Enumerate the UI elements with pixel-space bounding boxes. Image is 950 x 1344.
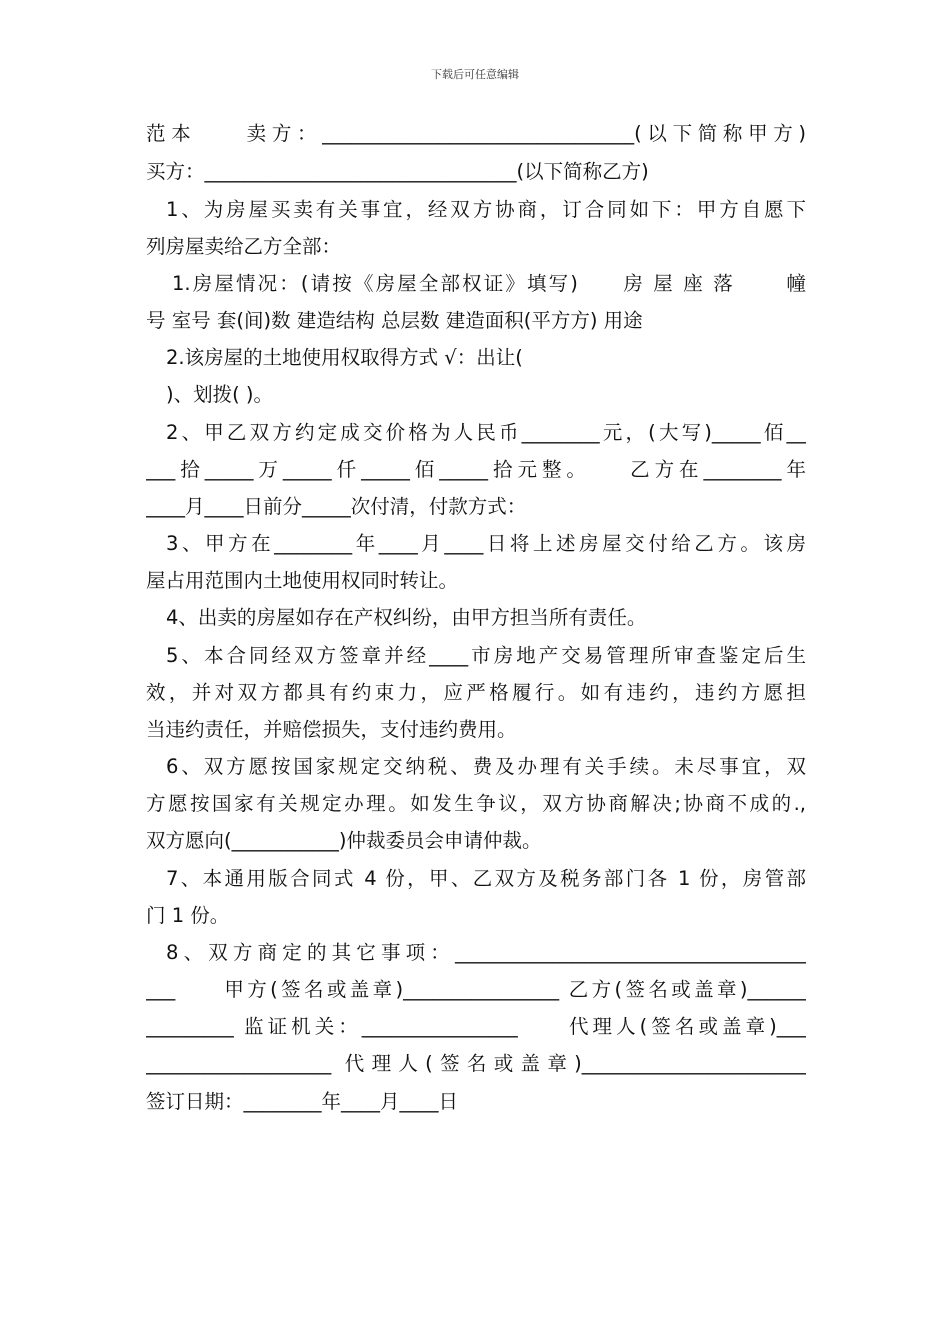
clause-7-line-2: 门 1 份。 bbox=[146, 904, 230, 927]
clause-8-line: 8、双方商定的其它事项：____________________________________ bbox=[166, 941, 806, 964]
seller-line: 范本 卖方：________________________________(以下简称甲方) bbox=[146, 122, 806, 145]
house-info-line-1: 1.房屋情况：(请按《房屋全部权证》填写) 房 屋 座 落 幢 bbox=[172, 272, 806, 295]
clause-2-line-2: ___拾_____万_____仟_____佰_____拾元整。 乙方在________年 bbox=[146, 458, 806, 481]
clause-4-line: 4、出卖的房屋如存在产权纠纷，由甲方担当所有责任。 bbox=[166, 606, 647, 629]
clause-3-line-2: 屋占用范围内土地使用权同时转让。 bbox=[146, 569, 459, 592]
house-info-line-2: 号 室号 套(间)数 建造结构 总层数 建造面积(平方方) 用途 bbox=[146, 309, 643, 332]
signature-line-2: _________ 监证机关：________________ 代理人(签名或盖章)___ bbox=[146, 1015, 806, 1038]
signature-line-3: ___________________ 代理人(签名或盖章)_______________________ bbox=[146, 1052, 806, 1075]
clause-5-line-1: 5、本合同经双方签章并经____市房地产交易管理所审查鉴定后生 bbox=[166, 644, 806, 667]
clause-2-line-1: 2、甲乙双方约定成交价格为人民币________元，(大写)_____佰__ bbox=[166, 421, 806, 444]
clause-2-line-3: ____月____日前分_____次付清，付款方式： bbox=[146, 495, 527, 518]
clause-1-line-2: 列房屋卖给乙方全部： bbox=[146, 235, 342, 258]
clause-6-line-2: 方愿按国家有关规定办理。如发生争议，双方协商解决;协商不成的., bbox=[146, 792, 806, 815]
clause-7-line-1: 7、本通用版合同式 4 份，甲、乙双方及税务部门各 1 份，房管部 bbox=[166, 867, 806, 890]
buyer-line: 买方：________________________________(以下简称乙方) bbox=[146, 160, 649, 183]
land-use-line-2: )、划拨( )。 bbox=[166, 383, 274, 406]
signature-line-1: ___ 甲方(签名或盖章)________________ 乙方(签名或盖章)______ bbox=[146, 978, 806, 1001]
clause-6-line-3: 双方愿向(___________)仲裁委员会申请仲裁。 bbox=[146, 829, 542, 852]
land-use-line-1: 2.该房屋的土地使用权取得方式 √：出让( bbox=[166, 346, 523, 369]
clause-3-line-1: 3、甲方在________年____月____日将上述房屋交付给乙方。该房 bbox=[166, 532, 806, 555]
clause-1-line-1: 1、为房屋买卖有关事宜，经双方协商，订合同如下：甲方自愿下 bbox=[166, 198, 806, 221]
page-header: 下载后可任意编辑 bbox=[431, 68, 519, 81]
sign-date-line: 签订日期：________年____月____日 bbox=[146, 1090, 459, 1113]
clause-5-line-3: 当违约责任，并赔偿损失，支付违约费用。 bbox=[146, 718, 517, 741]
clause-6-line-1: 6、双方愿按国家规定交纳税、费及办理有关手续。未尽事宜，双 bbox=[166, 755, 806, 778]
clause-5-line-2: 效，并对双方都具有约束力，应严格履行。如有违约，违约方愿担 bbox=[146, 681, 806, 704]
